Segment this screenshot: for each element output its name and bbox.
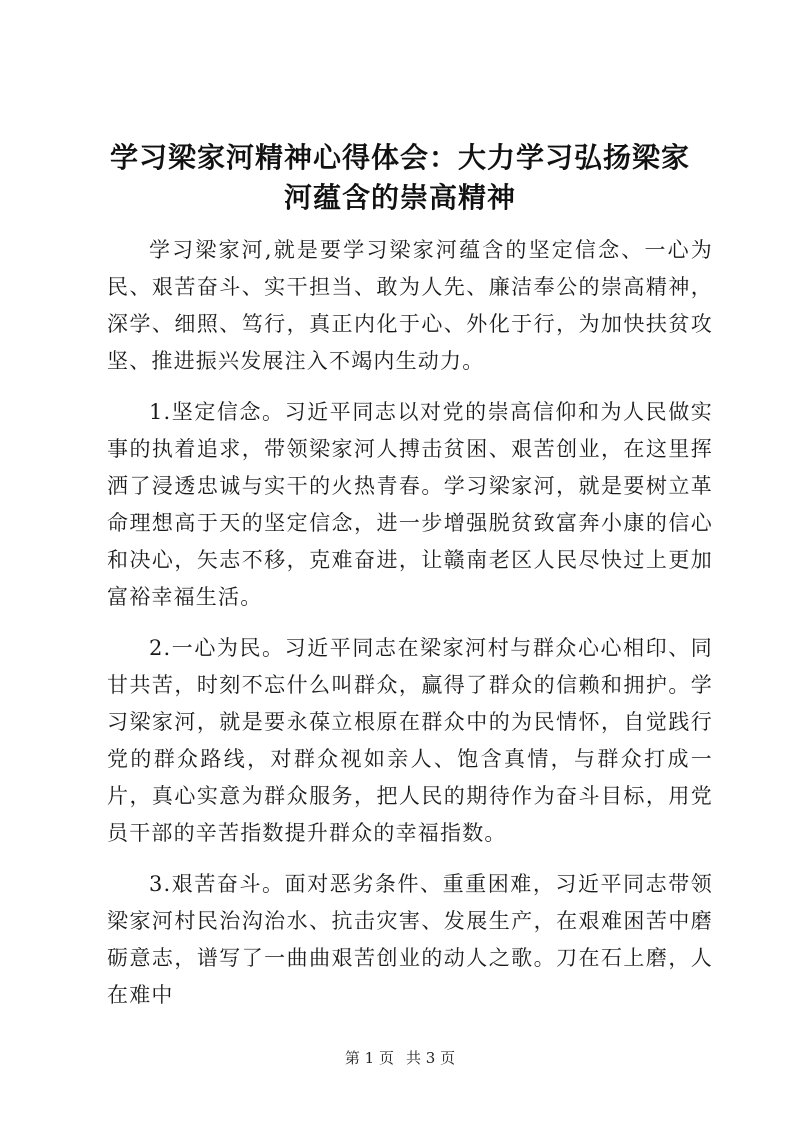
paragraph-2: 2.一心为民。习近平同志在梁家河村与群众心心相印、同甘共苦，时刻不忘什么叫群众，赢得了群众的信赖和拥护。学习梁家河，就是要永葆立根原在群众中的为民情怀，自觉践行党的群众路线，对群众视如亲人、饱含真情，与群众打成一片，真心实意为群众服务，把人民的期待作为奋斗目标，用党员干部的辛苦指数提升群众的幸福指数。 xyxy=(107,636,713,845)
document-body xyxy=(107,232,713,1028)
document-title: 学习梁家河精神心得体会：大力学习弘扬梁家河蕴含的崇高精神 xyxy=(109,141,690,214)
page-number: 第 1 页 xyxy=(344,1049,394,1067)
paragraph-1: 1.坚定信念。习近平同志以对党的崇高信仰和为人民做实事的执着追求，带领梁家河人搏击贫困、艰苦创业，在这里挥洒了浸透忠诚与实干的火热青春。学习梁家河，就是要树立革命理想高于天的坚定信念，进一步增强脱贫致富奔小康的信心和决心，矢志不移，克难奋进，让赣南老区人民尽快过上更加富裕幸福生活。 xyxy=(107,400,713,609)
page-total: 共 3 页 xyxy=(406,1049,456,1067)
paragraph-intro: 学习梁家河,就是要学习梁家河蕴含的坚定信念、一心为民、艰苦奋斗、实干担当、敢为人先、廉洁奉公的崇高精神，深学、细照、笃行，真正内化于心、外化于行，为加快扶贫攻坚、推进振兴发展注入不竭内生动力。 xyxy=(107,238,713,373)
paragraph-3: 3.艰苦奋斗。面对恶劣条件、重重困难，习近平同志带领梁家河村民治沟治水、抗击灾害、发展生产，在艰难困苦中磨砺意志，谱写了一曲曲艰苦创业的动人之歌。刀在石上磨，人在难中 xyxy=(107,872,713,1007)
page-footer xyxy=(0,1047,800,1068)
